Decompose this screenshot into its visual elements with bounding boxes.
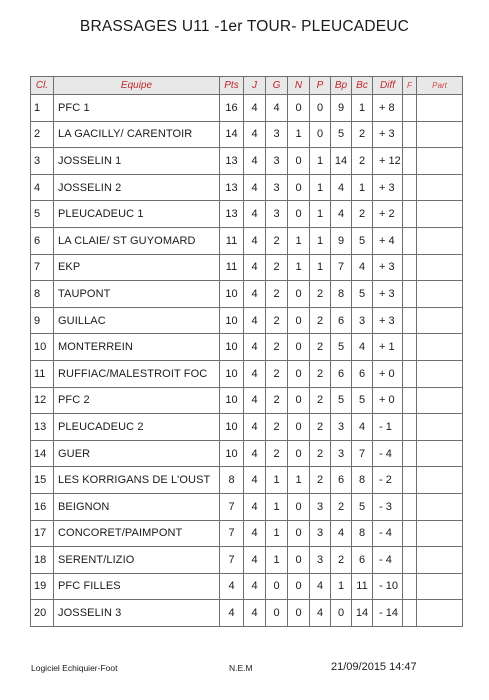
won-cell: 1 (266, 493, 288, 520)
team-name-cell: GUER (54, 440, 220, 467)
points-cell: 10 (220, 334, 244, 361)
drawn-cell: 0 (288, 387, 310, 414)
forfeit-cell (403, 573, 417, 600)
goals-for-cell: 4 (331, 201, 352, 228)
lost-cell: 0 (310, 121, 331, 148)
won-cell: 2 (266, 334, 288, 361)
won-cell: 1 (266, 520, 288, 547)
table-row (31, 201, 463, 228)
team-name-cell: LA GACILLY/ CARENTOIR (54, 121, 220, 148)
lost-cell: 2 (310, 414, 331, 441)
goal-diff-cell: + 2 (373, 201, 403, 228)
forfeit-cell (403, 307, 417, 334)
column-header: Pts (220, 77, 244, 95)
goals-against-cell: 4 (352, 334, 373, 361)
goals-for-cell: 4 (331, 174, 352, 201)
points-cell: 14 (220, 121, 244, 148)
goals-against-cell: 8 (352, 467, 373, 494)
table-row (31, 493, 463, 520)
played-cell: 4 (244, 307, 266, 334)
rank-cell: 9 (31, 307, 54, 334)
forfeit-cell (403, 227, 417, 254)
part-cell (417, 360, 463, 387)
drawn-cell: 0 (288, 493, 310, 520)
goals-against-cell: 1 (352, 95, 373, 122)
played-cell: 4 (244, 121, 266, 148)
played-cell: 4 (244, 520, 266, 547)
drawn-cell: 0 (288, 520, 310, 547)
footer-center: N.E.M (229, 663, 253, 673)
goal-diff-cell: - 4 (373, 520, 403, 547)
table-row (31, 307, 463, 334)
forfeit-cell (403, 148, 417, 175)
goal-diff-cell: + 3 (373, 174, 403, 201)
rank-cell: 2 (31, 121, 54, 148)
played-cell: 4 (244, 334, 266, 361)
column-header: Bp (331, 77, 352, 95)
team-name-cell: EKP (54, 254, 220, 281)
team-name-cell: MONTERREIN (54, 334, 220, 361)
won-cell: 2 (266, 307, 288, 334)
played-cell: 4 (244, 600, 266, 627)
won-cell: 3 (266, 148, 288, 175)
goals-against-cell: 5 (352, 493, 373, 520)
table-row (31, 360, 463, 387)
team-name-cell: PLEUCADEUC 1 (54, 201, 220, 228)
played-cell: 4 (244, 281, 266, 308)
part-cell (417, 547, 463, 574)
goals-against-cell: 5 (352, 227, 373, 254)
forfeit-cell (403, 547, 417, 574)
part-cell (417, 493, 463, 520)
goals-against-cell: 2 (352, 121, 373, 148)
rank-cell: 6 (31, 227, 54, 254)
team-name-cell: CONCORET/PAIMPONT (54, 520, 220, 547)
goal-diff-cell: + 4 (373, 227, 403, 254)
rank-cell: 18 (31, 547, 54, 574)
lost-cell: 3 (310, 520, 331, 547)
goals-against-cell: 1 (352, 174, 373, 201)
table-row (31, 281, 463, 308)
goal-diff-cell: - 14 (373, 600, 403, 627)
points-cell: 10 (220, 440, 244, 467)
drawn-cell: 0 (288, 414, 310, 441)
lost-cell: 2 (310, 307, 331, 334)
goals-against-cell: 11 (352, 573, 373, 600)
forfeit-cell (403, 254, 417, 281)
team-name-cell: TAUPONT (54, 281, 220, 308)
drawn-cell: 0 (288, 95, 310, 122)
drawn-cell: 0 (288, 600, 310, 627)
part-cell (417, 201, 463, 228)
goals-for-cell: 9 (331, 227, 352, 254)
lost-cell: 1 (310, 174, 331, 201)
points-cell: 13 (220, 201, 244, 228)
part-cell (417, 387, 463, 414)
goals-for-cell: 5 (331, 121, 352, 148)
won-cell: 2 (266, 227, 288, 254)
lost-cell: 1 (310, 148, 331, 175)
won-cell: 3 (266, 121, 288, 148)
lost-cell: 3 (310, 547, 331, 574)
played-cell: 4 (244, 254, 266, 281)
lost-cell: 4 (310, 573, 331, 600)
points-cell: 7 (220, 547, 244, 574)
goals-for-cell: 7 (331, 254, 352, 281)
won-cell: 3 (266, 174, 288, 201)
played-cell: 4 (244, 467, 266, 494)
points-cell: 11 (220, 254, 244, 281)
part-cell (417, 174, 463, 201)
drawn-cell: 1 (288, 121, 310, 148)
footer-datetime: 21/09/2015 14:47 (331, 661, 417, 673)
goal-diff-cell: + 0 (373, 387, 403, 414)
drawn-cell: 0 (288, 307, 310, 334)
rank-cell: 1 (31, 95, 54, 122)
goal-diff-cell: + 3 (373, 121, 403, 148)
points-cell: 7 (220, 520, 244, 547)
points-cell: 4 (220, 573, 244, 600)
goal-diff-cell: + 1 (373, 334, 403, 361)
goals-for-cell: 6 (331, 467, 352, 494)
goal-diff-cell: - 4 (373, 440, 403, 467)
goals-for-cell: 5 (331, 334, 352, 361)
goal-diff-cell: - 3 (373, 493, 403, 520)
goal-diff-cell: + 12 (373, 148, 403, 175)
team-name-cell: GUILLAC (54, 307, 220, 334)
part-cell (417, 95, 463, 122)
goal-diff-cell: + 3 (373, 281, 403, 308)
won-cell: 3 (266, 201, 288, 228)
goal-diff-cell: + 8 (373, 95, 403, 122)
forfeit-cell (403, 95, 417, 122)
team-name-cell: RUFFIAC/MALESTROIT FOC (54, 360, 220, 387)
won-cell: 2 (266, 440, 288, 467)
team-name-cell: PLEUCADEUC 2 (54, 414, 220, 441)
lost-cell: 2 (310, 387, 331, 414)
part-cell (417, 254, 463, 281)
won-cell: 0 (266, 573, 288, 600)
won-cell: 2 (266, 387, 288, 414)
goal-diff-cell: - 2 (373, 467, 403, 494)
forfeit-cell (403, 334, 417, 361)
goals-against-cell: 14 (352, 600, 373, 627)
won-cell: 0 (266, 600, 288, 627)
table-row (31, 121, 463, 148)
forfeit-cell (403, 493, 417, 520)
part-cell (417, 440, 463, 467)
points-cell: 10 (220, 360, 244, 387)
lost-cell: 0 (310, 95, 331, 122)
forfeit-cell (403, 360, 417, 387)
goal-diff-cell: - 10 (373, 573, 403, 600)
played-cell: 4 (244, 201, 266, 228)
column-header: P (310, 77, 331, 95)
goals-for-cell: 4 (331, 520, 352, 547)
team-name-cell: JOSSELIN 1 (54, 148, 220, 175)
won-cell: 4 (266, 95, 288, 122)
table-header-row (31, 77, 463, 95)
played-cell: 4 (244, 148, 266, 175)
drawn-cell: 0 (288, 440, 310, 467)
page-title: BRASSAGES U11 -1er TOUR- PLEUCADEUC (79, 18, 410, 35)
won-cell: 1 (266, 547, 288, 574)
table-row (31, 148, 463, 175)
goals-for-cell: 0 (331, 600, 352, 627)
drawn-cell: 0 (288, 334, 310, 361)
goals-against-cell: 3 (352, 307, 373, 334)
team-name-cell: LES KORRIGANS DE L'OUST (54, 467, 220, 494)
goals-against-cell: 6 (352, 360, 373, 387)
table-row (31, 254, 463, 281)
drawn-cell: 0 (288, 573, 310, 600)
table-row (31, 440, 463, 467)
forfeit-cell (403, 440, 417, 467)
goals-against-cell: 6 (352, 547, 373, 574)
goal-diff-cell: + 3 (373, 307, 403, 334)
goals-for-cell: 1 (331, 573, 352, 600)
goals-for-cell: 2 (331, 547, 352, 574)
drawn-cell: 0 (288, 360, 310, 387)
part-cell (417, 121, 463, 148)
goals-against-cell: 4 (352, 254, 373, 281)
lost-cell: 2 (310, 334, 331, 361)
goal-diff-cell: + 0 (373, 360, 403, 387)
drawn-cell: 0 (288, 201, 310, 228)
played-cell: 4 (244, 387, 266, 414)
points-cell: 10 (220, 281, 244, 308)
forfeit-cell (403, 600, 417, 627)
points-cell: 7 (220, 493, 244, 520)
table-row (31, 227, 463, 254)
goals-for-cell: 6 (331, 360, 352, 387)
points-cell: 10 (220, 387, 244, 414)
played-cell: 4 (244, 360, 266, 387)
lost-cell: 2 (310, 467, 331, 494)
footer-software: Logiciel Echiquier-Foot (31, 663, 118, 673)
goals-against-cell: 8 (352, 520, 373, 547)
column-header: N (288, 77, 310, 95)
drawn-cell: 0 (288, 281, 310, 308)
played-cell: 4 (244, 573, 266, 600)
drawn-cell: 0 (288, 547, 310, 574)
drawn-cell: 1 (288, 227, 310, 254)
goals-against-cell: 7 (352, 440, 373, 467)
lost-cell: 4 (310, 600, 331, 627)
forfeit-cell (403, 520, 417, 547)
goals-for-cell: 14 (331, 148, 352, 175)
standings-body (31, 95, 463, 627)
forfeit-cell (403, 121, 417, 148)
part-cell (417, 573, 463, 600)
points-cell: 13 (220, 148, 244, 175)
points-cell: 10 (220, 307, 244, 334)
lost-cell: 1 (310, 254, 331, 281)
rank-cell: 11 (31, 360, 54, 387)
column-header: Equipe (54, 77, 220, 95)
team-name-cell: SERENT/LIZIO (54, 547, 220, 574)
column-header: Cl. (31, 77, 54, 95)
lost-cell: 1 (310, 201, 331, 228)
forfeit-cell (403, 201, 417, 228)
played-cell: 4 (244, 493, 266, 520)
lost-cell: 3 (310, 493, 331, 520)
goals-for-cell: 5 (331, 387, 352, 414)
rank-cell: 8 (31, 281, 54, 308)
goals-for-cell: 3 (331, 440, 352, 467)
team-name-cell: BEIGNON (54, 493, 220, 520)
drawn-cell: 0 (288, 148, 310, 175)
goals-for-cell: 6 (331, 307, 352, 334)
forfeit-cell (403, 387, 417, 414)
points-cell: 16 (220, 95, 244, 122)
table-row (31, 547, 463, 574)
forfeit-cell (403, 414, 417, 441)
table-row (31, 467, 463, 494)
column-header: Part (417, 77, 463, 95)
part-cell (417, 148, 463, 175)
part-cell (417, 414, 463, 441)
part-cell (417, 467, 463, 494)
part-cell (417, 520, 463, 547)
table-row (31, 174, 463, 201)
part-cell (417, 307, 463, 334)
drawn-cell: 1 (288, 254, 310, 281)
goals-for-cell: 2 (331, 493, 352, 520)
played-cell: 4 (244, 95, 266, 122)
column-header: Bc (352, 77, 373, 95)
goal-diff-cell: + 3 (373, 254, 403, 281)
part-cell (417, 227, 463, 254)
goals-against-cell: 5 (352, 387, 373, 414)
column-header: J (244, 77, 266, 95)
standings-table (30, 76, 463, 627)
played-cell: 4 (244, 440, 266, 467)
played-cell: 4 (244, 547, 266, 574)
forfeit-cell (403, 174, 417, 201)
won-cell: 2 (266, 414, 288, 441)
team-name-cell: LA CLAIE/ ST GUYOMARD (54, 227, 220, 254)
table-row (31, 95, 463, 122)
drawn-cell: 1 (288, 467, 310, 494)
team-name-cell: PFC 1 (54, 95, 220, 122)
column-header: F (403, 77, 417, 95)
rank-cell: 7 (31, 254, 54, 281)
goals-for-cell: 9 (331, 95, 352, 122)
rank-cell: 4 (31, 174, 54, 201)
played-cell: 4 (244, 174, 266, 201)
table-row (31, 387, 463, 414)
forfeit-cell (403, 467, 417, 494)
rank-cell: 16 (31, 493, 54, 520)
points-cell: 10 (220, 414, 244, 441)
rank-cell: 13 (31, 414, 54, 441)
team-name-cell: JOSSELIN 3 (54, 600, 220, 627)
points-cell: 13 (220, 174, 244, 201)
rank-cell: 20 (31, 600, 54, 627)
rank-cell: 12 (31, 387, 54, 414)
won-cell: 2 (266, 254, 288, 281)
team-name-cell: JOSSELIN 2 (54, 174, 220, 201)
forfeit-cell (403, 281, 417, 308)
rank-cell: 17 (31, 520, 54, 547)
played-cell: 4 (244, 227, 266, 254)
lost-cell: 1 (310, 227, 331, 254)
goals-for-cell: 8 (331, 281, 352, 308)
goals-for-cell: 3 (331, 414, 352, 441)
goal-diff-cell: - 4 (373, 547, 403, 574)
goals-against-cell: 4 (352, 414, 373, 441)
goal-diff-cell: - 1 (373, 414, 403, 441)
won-cell: 1 (266, 467, 288, 494)
rank-cell: 10 (31, 334, 54, 361)
table-row (31, 520, 463, 547)
rank-cell: 19 (31, 573, 54, 600)
part-cell (417, 600, 463, 627)
table-row (31, 414, 463, 441)
column-header: G (266, 77, 288, 95)
rank-cell: 14 (31, 440, 54, 467)
column-header: Diff (373, 77, 403, 95)
lost-cell: 2 (310, 440, 331, 467)
team-name-cell: PFC FILLES (54, 573, 220, 600)
drawn-cell: 0 (288, 174, 310, 201)
won-cell: 2 (266, 360, 288, 387)
goals-against-cell: 2 (352, 148, 373, 175)
points-cell: 8 (220, 467, 244, 494)
lost-cell: 2 (310, 281, 331, 308)
team-name-cell: PFC 2 (54, 387, 220, 414)
rank-cell: 5 (31, 201, 54, 228)
points-cell: 11 (220, 227, 244, 254)
played-cell: 4 (244, 414, 266, 441)
goals-against-cell: 2 (352, 201, 373, 228)
table-row (31, 600, 463, 627)
rank-cell: 3 (31, 148, 54, 175)
goals-against-cell: 5 (352, 281, 373, 308)
table-row (31, 573, 463, 600)
part-cell (417, 281, 463, 308)
points-cell: 4 (220, 600, 244, 627)
part-cell (417, 334, 463, 361)
rank-cell: 15 (31, 467, 54, 494)
lost-cell: 2 (310, 360, 331, 387)
table-row (31, 334, 463, 361)
won-cell: 2 (266, 281, 288, 308)
